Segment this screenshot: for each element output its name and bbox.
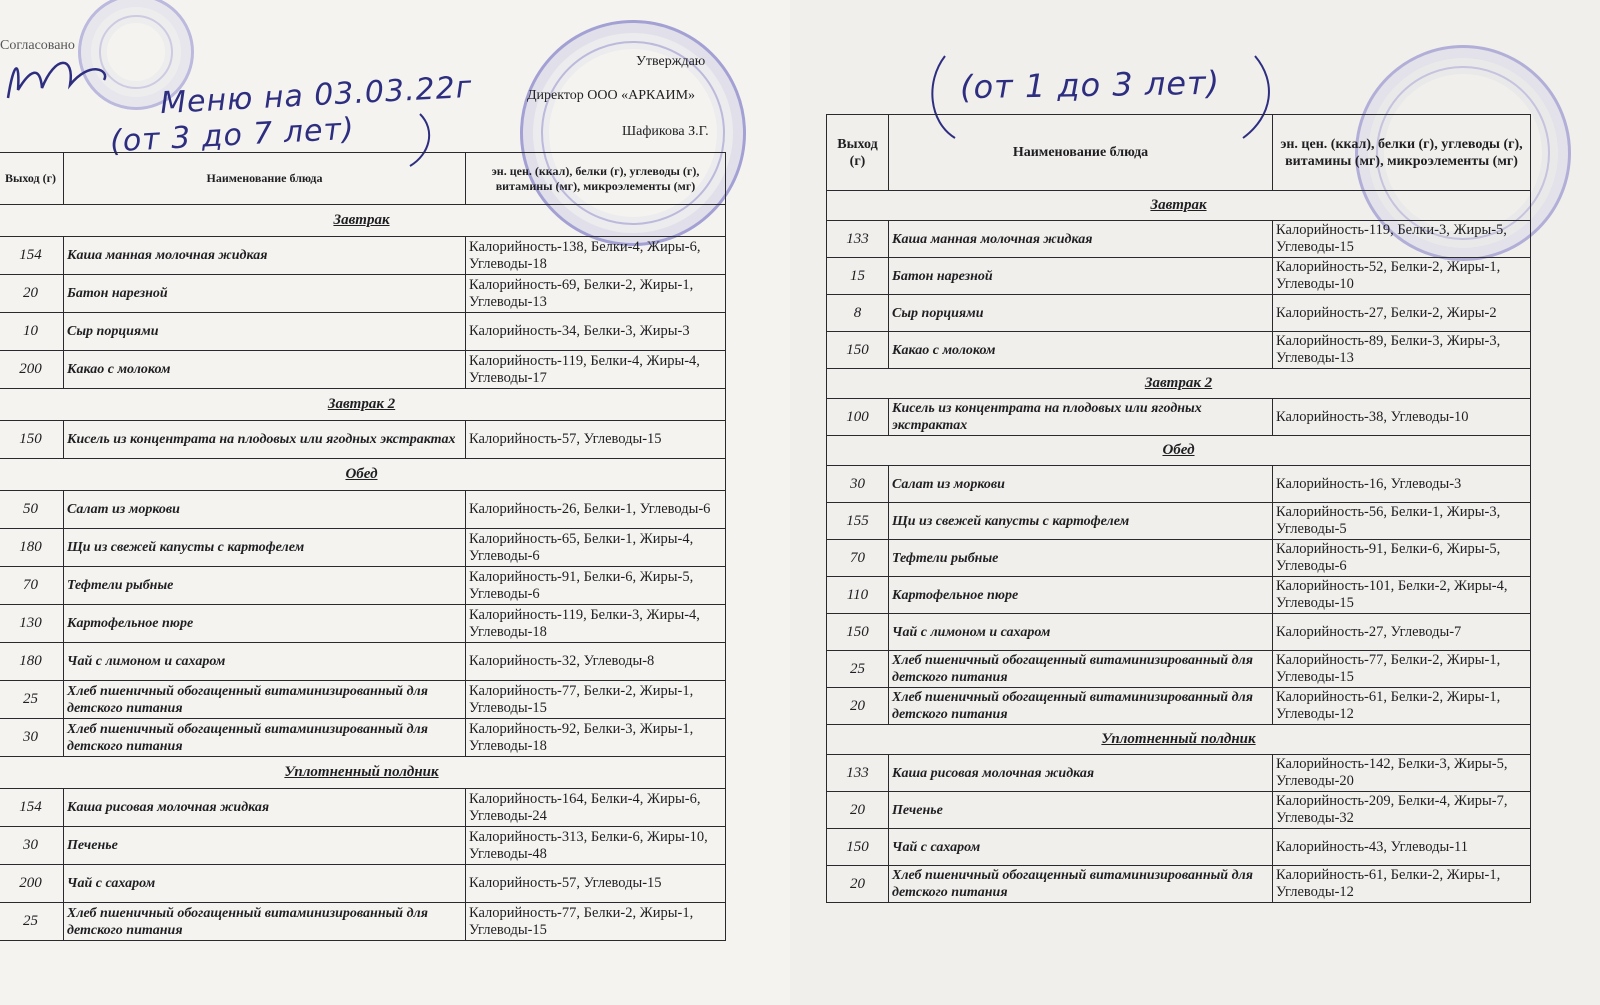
table-row: [0, 529, 726, 567]
agreed-label: Согласовано: [0, 38, 75, 53]
portion-weight: 133: [827, 221, 889, 258]
portion-weight: 100: [827, 399, 889, 436]
nutrition-values: Калорийность-57, Углеводы-15: [466, 865, 726, 903]
dish-name: Батон нарезной: [889, 258, 1273, 295]
handwritten-age-group-right: (от 1 до 3 лет): [959, 63, 1221, 107]
col-nutrition-header: эн. цен. (ккал), белки (г), углеводы (г), витамины (мг), микроэлементы (мг): [1273, 115, 1531, 191]
dish-name: Печенье: [889, 792, 1273, 829]
portion-weight: 10: [0, 313, 64, 351]
portion-weight: 25: [0, 681, 64, 719]
nutrition-values: Калорийность-138, Белки-4, Жиры-6, Углеводы-18: [466, 237, 726, 275]
nutrition-values: Калорийность-32, Углеводы-8: [466, 643, 726, 681]
portion-weight: 30: [0, 827, 64, 865]
table-row: [827, 466, 1531, 503]
dish-name: Хлеб пшеничный обогащенный витаминизированный для детского питания: [889, 651, 1273, 688]
nutrition-values: Калорийность-57, Углеводы-15: [466, 421, 726, 459]
table-row: [827, 688, 1531, 725]
table-row: [827, 866, 1531, 903]
portion-weight: 30: [0, 719, 64, 757]
nutrition-values: Калорийность-34, Белки-3, Жиры-3: [466, 313, 726, 351]
dish-name: Какао с молоком: [64, 351, 466, 389]
nutrition-values: Калорийность-91, Белки-6, Жиры-5, Углеводы-6: [1273, 540, 1531, 577]
meal-section-title: Обед: [827, 436, 1531, 466]
table-row: [827, 503, 1531, 540]
table-row: [0, 421, 726, 459]
table-row: [827, 577, 1531, 614]
col-dish-header: Наименование блюда: [889, 115, 1273, 191]
dish-name: Каша манная молочная жидкая: [889, 221, 1273, 258]
dish-name: Какао с молоком: [889, 332, 1273, 369]
portion-weight: 200: [0, 351, 64, 389]
nutrition-values: Калорийность-65, Белки-1, Жиры-4, Углеводы-6: [466, 529, 726, 567]
portion-weight: 150: [0, 421, 64, 459]
table-row: [0, 643, 726, 681]
portion-weight: 20: [827, 792, 889, 829]
portion-weight: 20: [827, 688, 889, 725]
section-row: [0, 205, 726, 237]
nutrition-values: Калорийность-38, Углеводы-10: [1273, 399, 1531, 436]
table-row: [0, 275, 726, 313]
portion-weight: 130: [0, 605, 64, 643]
handwritten-menu-date: Меню на 03.03.22г: [159, 69, 474, 122]
table-row: [0, 313, 726, 351]
dish-name: Чай с лимоном и сахаром: [64, 643, 466, 681]
nutrition-values: Калорийность-101, Белки-2, Жиры-4, Углеводы-15: [1273, 577, 1531, 614]
director-label: Директор ООО «АРКАИМ»: [527, 88, 696, 103]
nutrition-values: Калорийность-77, Белки-2, Жиры-1, Углеводы-15: [466, 903, 726, 941]
dish-name: Хлеб пшеничный обогащенный витаминизированный для детского питания: [64, 903, 466, 941]
nutrition-values: Калорийность-91, Белки-6, Жиры-5, Углеводы-6: [466, 567, 726, 605]
dish-name: Кисель из концентрата на плодовых или ягодных экстрактах: [889, 399, 1273, 436]
dish-name: Каша рисовая молочная жидкая: [64, 789, 466, 827]
nutrition-values: Калорийность-43, Углеводы-11: [1273, 829, 1531, 866]
section-row: [0, 389, 726, 421]
table-row: [0, 567, 726, 605]
menu-table-body: [827, 191, 1531, 903]
nutrition-values: Калорийность-52, Белки-2, Жиры-1, Углеводы-10: [1273, 258, 1531, 295]
dish-name: Сыр порциями: [889, 295, 1273, 332]
portion-weight: 30: [827, 466, 889, 503]
nutrition-values: Калорийность-313, Белки-6, Жиры-10, Углеводы-48: [466, 827, 726, 865]
col-nutrition-header: эн. цен. (ккал), белки (г), углеводы (г), витамины (мг), микроэлементы (мг): [466, 153, 726, 205]
table-row: [0, 865, 726, 903]
meal-section-title: Завтрак: [827, 191, 1531, 221]
portion-weight: 180: [0, 529, 64, 567]
nutrition-values: Калорийность-142, Белки-3, Жиры-5, Углеводы-20: [1273, 755, 1531, 792]
dish-name: Каша рисовая молочная жидкая: [889, 755, 1273, 792]
approve-label: Утверждаю: [636, 54, 706, 69]
dish-name: Хлеб пшеничный обогащенный витаминизированный для детского питания: [889, 688, 1273, 725]
nutrition-values: Калорийность-119, Белки-3, Жиры-5, Углеводы-15: [1273, 221, 1531, 258]
portion-weight: 154: [0, 237, 64, 275]
menu-table-1-3: [826, 114, 1531, 903]
table-row: [827, 258, 1531, 295]
portion-weight: 150: [827, 614, 889, 651]
left-menu-sheet: [0, 0, 790, 1005]
table-header: [827, 115, 1531, 191]
table-row: [827, 755, 1531, 792]
table-row: [0, 491, 726, 529]
table-row: [827, 540, 1531, 577]
portion-weight: 150: [827, 829, 889, 866]
nutrition-values: Калорийность-26, Белки-1, Углеводы-6: [466, 491, 726, 529]
nutrition-values: Калорийность-92, Белки-3, Жиры-1, Углеводы-18: [466, 719, 726, 757]
nutrition-values: Калорийность-119, Белки-3, Жиры-4, Углеводы-18: [466, 605, 726, 643]
section-row: [827, 436, 1531, 466]
portion-weight: 70: [0, 567, 64, 605]
table-row: [827, 221, 1531, 258]
section-row: [0, 757, 726, 789]
portion-weight: 154: [0, 789, 64, 827]
menu-table-3-7: [0, 152, 726, 941]
dish-name: Картофельное пюре: [64, 605, 466, 643]
dish-name: Тефтели рыбные: [64, 567, 466, 605]
meal-section-title: Уплотненный полдник: [0, 757, 726, 789]
nutrition-values: Калорийность-27, Углеводы-7: [1273, 614, 1531, 651]
table-row: [827, 651, 1531, 688]
portion-weight: 8: [827, 295, 889, 332]
dish-name: Каша манная молочная жидкая: [64, 237, 466, 275]
dish-name: Щи из свежей капусты с картофелем: [889, 503, 1273, 540]
table-row: [0, 605, 726, 643]
dish-name: Салат из моркови: [64, 491, 466, 529]
table-row: [827, 792, 1531, 829]
nutrition-values: Калорийность-77, Белки-2, Жиры-1, Углеводы-15: [466, 681, 726, 719]
table-row: [827, 829, 1531, 866]
nutrition-values: Калорийность-164, Белки-4, Жиры-6, Углеводы-24: [466, 789, 726, 827]
col-dish-header: Наименование блюда: [64, 153, 466, 205]
dish-name: Чай с лимоном и сахаром: [889, 614, 1273, 651]
portion-weight: 15: [827, 258, 889, 295]
director-name: Шафикова З.Г.: [622, 124, 709, 139]
dish-name: Щи из свежей капусты с картофелем: [64, 529, 466, 567]
nutrition-values: Калорийность-89, Белки-3, Жиры-3, Углеводы-13: [1273, 332, 1531, 369]
dish-name: Хлеб пшеничный обогащенный витаминизированный для детского питания: [64, 719, 466, 757]
portion-weight: 110: [827, 577, 889, 614]
dish-name: Чай с сахаром: [64, 865, 466, 903]
dish-name: Хлеб пшеничный обогащенный витаминизированный для детского питания: [64, 681, 466, 719]
nutrition-values: Калорийность-56, Белки-1, Жиры-3, Углеводы-5: [1273, 503, 1531, 540]
nutrition-values: Калорийность-209, Белки-4, Жиры-7, Углеводы-32: [1273, 792, 1531, 829]
portion-weight: 180: [0, 643, 64, 681]
table-row: [827, 614, 1531, 651]
table-row: [0, 903, 726, 941]
portion-weight: 150: [827, 332, 889, 369]
portion-weight: 200: [0, 865, 64, 903]
dish-name: Чай с сахаром: [889, 829, 1273, 866]
portion-weight: 50: [0, 491, 64, 529]
section-row: [0, 459, 726, 491]
section-row: [827, 191, 1531, 221]
nutrition-values: Калорийность-119, Белки-4, Жиры-4, Углеводы-17: [466, 351, 726, 389]
meal-section-title: Завтрак 2: [827, 369, 1531, 399]
portion-weight: 20: [827, 866, 889, 903]
meal-section-title: Завтрак: [0, 205, 726, 237]
dish-name: Батон нарезной: [64, 275, 466, 313]
nutrition-values: Калорийность-69, Белки-2, Жиры-1, Углеводы-13: [466, 275, 726, 313]
portion-weight: 25: [827, 651, 889, 688]
table-row: [827, 399, 1531, 436]
nutrition-values: Калорийность-77, Белки-2, Жиры-1, Углеводы-15: [1273, 651, 1531, 688]
table-header: [0, 153, 726, 205]
section-row: [827, 369, 1531, 399]
table-row: [0, 237, 726, 275]
table-row: [827, 295, 1531, 332]
table-row: [0, 351, 726, 389]
table-row: [0, 789, 726, 827]
dish-name: Тефтели рыбные: [889, 540, 1273, 577]
portion-weight: 133: [827, 755, 889, 792]
col-output-header: Выход (г): [0, 153, 64, 205]
meal-section-title: Уплотненный полдник: [827, 725, 1531, 755]
handwritten-age-group: (от 3 до 7 лет): [109, 111, 356, 160]
meal-section-title: Обед: [0, 459, 726, 491]
dish-name: Печенье: [64, 827, 466, 865]
table-row: [0, 719, 726, 757]
nutrition-values: Калорийность-61, Белки-2, Жиры-1, Углеводы-12: [1273, 866, 1531, 903]
portion-weight: 155: [827, 503, 889, 540]
table-row: [0, 681, 726, 719]
dish-name: Картофельное пюре: [889, 577, 1273, 614]
dish-name: Кисель из концентрата на плодовых или ягодных экстрактах: [64, 421, 466, 459]
menu-table-body: [0, 205, 726, 941]
nutrition-values: Калорийность-27, Белки-2, Жиры-2: [1273, 295, 1531, 332]
nutrition-values: Калорийность-61, Белки-2, Жиры-1, Углеводы-12: [1273, 688, 1531, 725]
dish-name: Салат из моркови: [889, 466, 1273, 503]
table-row: [827, 332, 1531, 369]
section-row: [827, 725, 1531, 755]
nutrition-values: Калорийность-16, Углеводы-3: [1273, 466, 1531, 503]
portion-weight: 20: [0, 275, 64, 313]
dish-name: Хлеб пшеничный обогащенный витаминизированный для детского питания: [889, 866, 1273, 903]
portion-weight: 25: [0, 903, 64, 941]
col-output-header: Выход (г): [827, 115, 889, 191]
meal-section-title: Завтрак 2: [0, 389, 726, 421]
signature-scribble: [0, 50, 120, 110]
portion-weight: 70: [827, 540, 889, 577]
dish-name: Сыр порциями: [64, 313, 466, 351]
table-row: [0, 827, 726, 865]
